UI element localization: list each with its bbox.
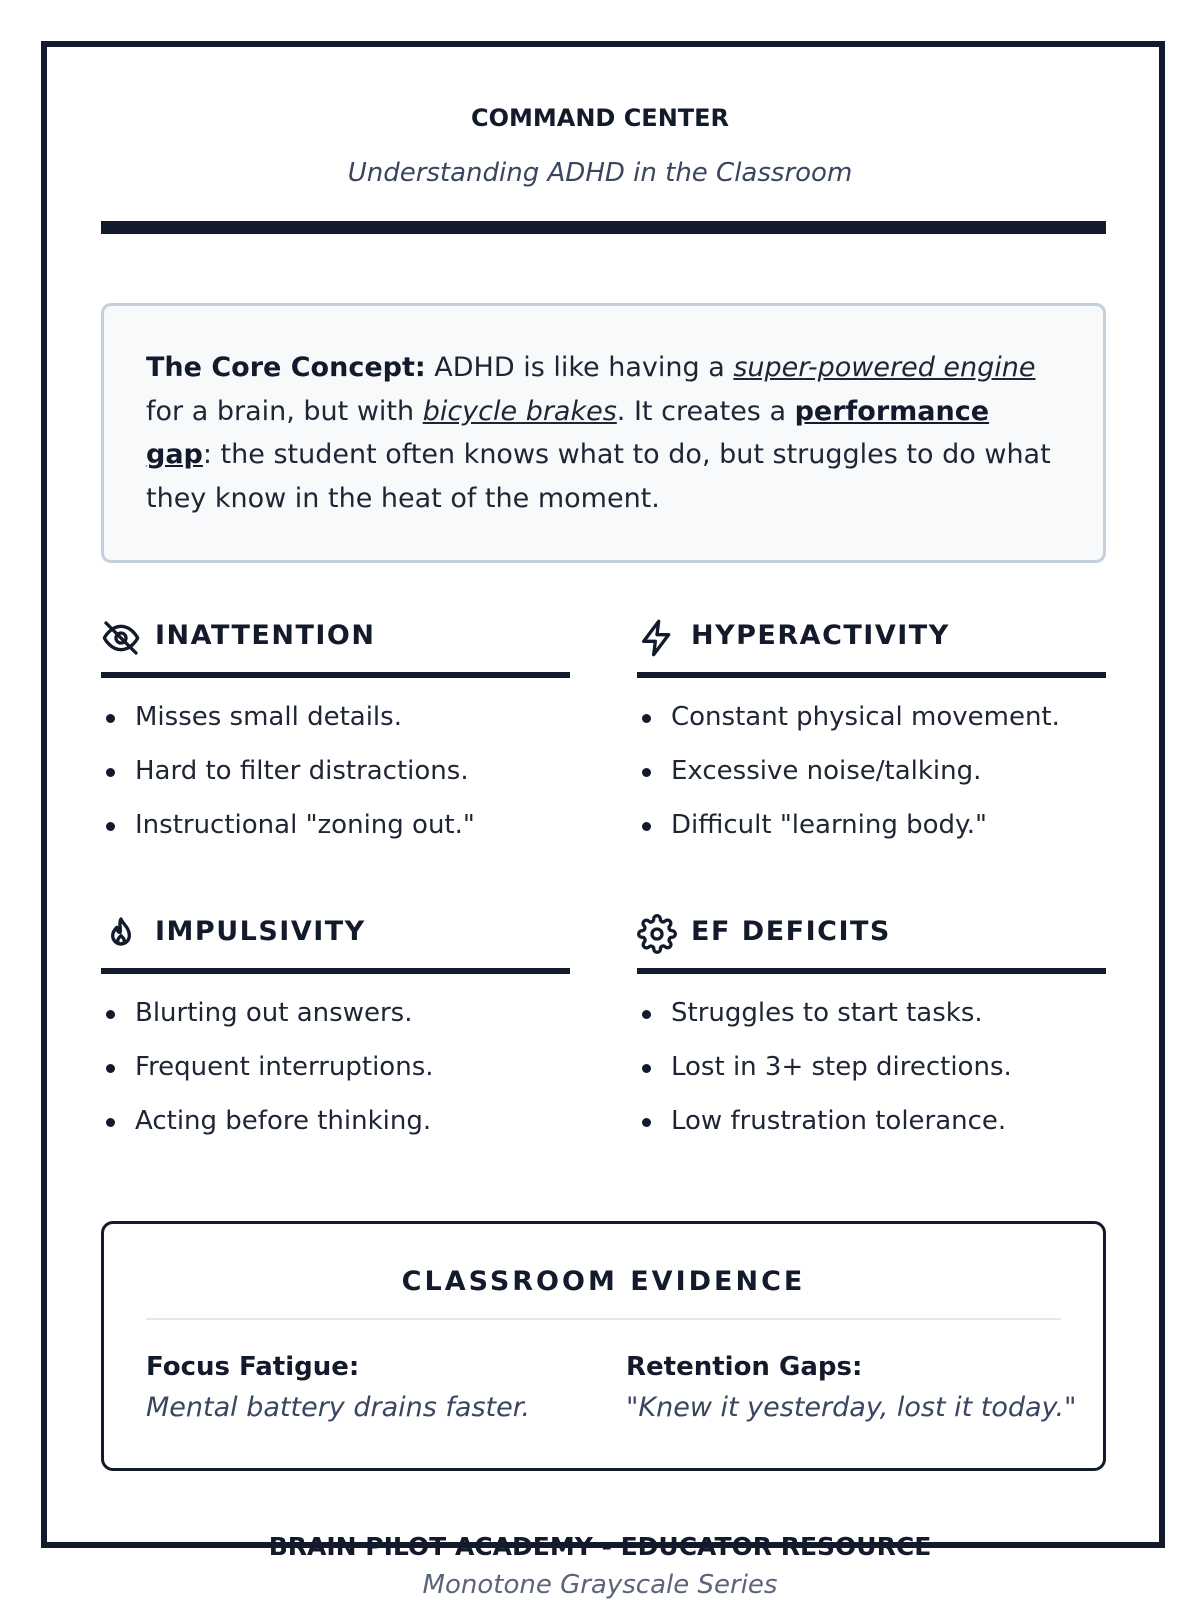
category-title: HYPERACTIVITY	[691, 620, 950, 651]
concept-text-1: ADHD is like having a	[425, 352, 734, 383]
category-header	[637, 614, 1106, 678]
gear-icon	[637, 914, 677, 954]
concept-text-3: . It creates a	[616, 395, 795, 427]
page-subtitle: Understanding ADHD in the Classroom	[347, 158, 853, 188]
evidence-divider	[146, 1318, 1061, 1320]
list-item: Constant physical movement.	[637, 690, 1106, 744]
category-header	[637, 910, 1106, 974]
list-item: Low frustration tolerance.	[637, 1094, 1106, 1148]
category-header	[101, 614, 570, 678]
evidence-item-retention-gaps	[626, 1352, 1076, 1423]
flame-icon	[101, 914, 141, 954]
category-header	[101, 910, 570, 974]
list-item: Excessive noise/talking.	[637, 744, 1106, 798]
list-item: Misses small details.	[101, 690, 570, 744]
concept-performance-gap: performance gap	[146, 395, 990, 470]
concept-emphasis-brakes: bicycle brakes	[422, 395, 617, 427]
category-impulsivity	[101, 910, 570, 1148]
core-concept-panel	[101, 303, 1106, 563]
page-title: COMMAND CENTER	[470, 104, 730, 132]
list-item: Instructional "zoning out."	[101, 798, 570, 852]
list-item: Struggles to start tasks.	[637, 986, 1106, 1040]
category-list	[637, 690, 1106, 852]
core-concept-label: The Core Concept:	[146, 352, 426, 383]
concept-text-4: : the student often knows what to do, but struggles to do what they know in the heat of the moment.	[146, 439, 1051, 514]
title-divider	[101, 221, 1106, 234]
evidence-item-focus-fatigue	[146, 1352, 530, 1423]
evidence-label: Focus Fatigue:	[146, 1352, 360, 1382]
category-list	[101, 986, 570, 1148]
concept-text-2: for a brain, but with	[146, 395, 423, 427]
classroom-evidence-panel	[101, 1221, 1106, 1471]
evidence-text: "Knew it yesterday, lost it today."	[626, 1392, 1077, 1423]
list-item: Frequent interruptions.	[101, 1040, 570, 1094]
evidence-text: Mental battery drains faster.	[146, 1392, 530, 1423]
category-inattention	[101, 614, 570, 852]
eye-off-icon	[101, 618, 141, 658]
category-ef-deficits	[637, 910, 1106, 1148]
evidence-label: Retention Gaps:	[626, 1352, 863, 1382]
category-title: IMPULSIVITY	[155, 916, 366, 947]
category-title: EF DEFICITS	[691, 916, 891, 947]
category-title: INATTENTION	[155, 620, 376, 651]
list-item: Difficult "learning body."	[637, 798, 1106, 852]
category-list	[637, 986, 1106, 1148]
concept-emphasis-engine: super-powered engine	[733, 352, 1036, 383]
category-list	[101, 690, 570, 852]
list-item: Blurting out answers.	[101, 986, 570, 1040]
footer-subtitle: Monotone Grayscale Series	[422, 1570, 778, 1600]
footer-title: BRAIN PILOT ACADEMY - EDUCATOR RESOURCE	[268, 1532, 932, 1561]
list-item: Lost in 3+ step directions.	[637, 1040, 1106, 1094]
evidence-title: CLASSROOM EVIDENCE	[401, 1266, 806, 1297]
list-item: Hard to filter distractions.	[101, 744, 570, 798]
list-item: Acting before thinking.	[101, 1094, 570, 1148]
lightning-icon	[637, 618, 677, 658]
category-hyperactivity	[637, 614, 1106, 852]
